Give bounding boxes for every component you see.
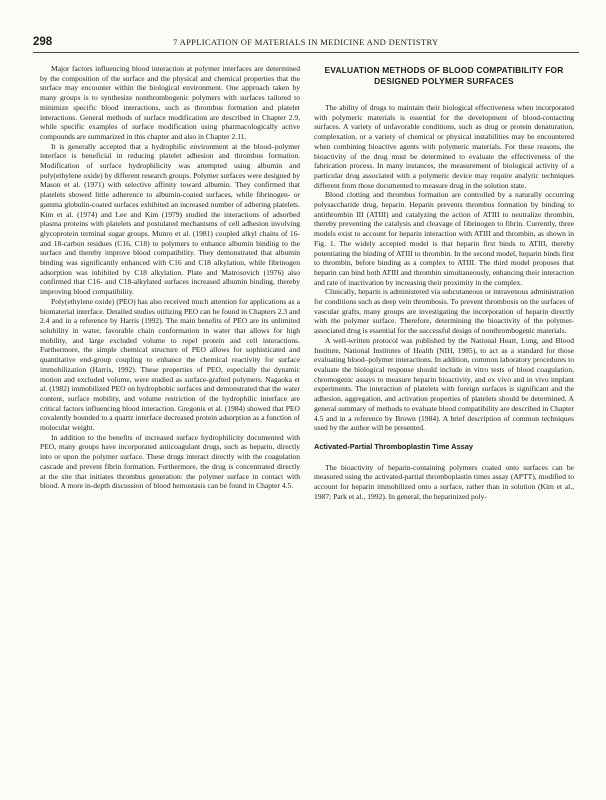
right-column — [314, 64, 574, 501]
body-paragraph: Major factors influencing blood interaction at polymer interfaces are determined by the composition of the surface and the physical and chemical properties that the surface may encounter within the biological environment. One approach taken by many groups is to synthesize nonthrombogenic polymers with surfaces tailored to minimize specific blood interactions, such as thrombus formation and platelet interactions. General methods of surface modification are described in Chapter 2.9, while specific examples of surface modification using pharmacologically active compounds are summarized in this chapter and also in Chapter 2.11. — [40, 64, 300, 141]
body-paragraph: Clinically, heparin is administered via subcutaneous or intravenous administration for conditions such as deep vein thrombosis. To prevent thrombosis on the surfaces of vascular grafts, many groups are investigating the incorporation of heparin directly with the polymer surface. Therefore, determining the bioactivity of the polymer-associated drug is essential for the successful design of nonthrombogenic materials. — [314, 287, 574, 336]
body-paragraph: The bioactivity of heparin-containing polymers coated onto surfaces can be measured using the activated-partial thromboplastin times assay (APTT), modified to account for heparin immobilized onto a surface, rather than in solution (Kim et al., 1987; Park et al., 1992). In general, the heparinized poly- — [314, 462, 574, 501]
page-number: 298 — [33, 36, 53, 48]
body-paragraph: A well-written protocol was published by the National Heart, Lung, and Blood Institute, National Institutes of Health (NIH, 1985), to act as a standard for those evaluating blood–polymer interactions. In addition, common laboratory procedures to evaluate the biological response should include in vitro tests of blood coagulation, chromogenic assays to measure heparin bioactivity, and ex vivo and in vivo implant experiments. The interaction of platelets with foreign surfaces is significant and the adhesion, aggregation, and activation properties of platelets should be determined. A general summary of methods to evaluate blood compatibility are described in Chapter 4.5 and in a reference by Brown (1984). A brief description of common techniques used by the author will be presented. — [314, 335, 574, 433]
body-paragraph: In addition to the benefits of increased surface hydrophilicity documented with PEO, many groups have incorporated anticoagulant drugs, such as heparin, directly into or upon the polymer surface. These drugs interact directly with the coagulation cascade and prevent fibrin formation. Furthermore, the drug is concentrated directly at the site that initiates thrombus generation: the polymer surface in contact with blood. A more in-depth discussion of blood hemostasis can be found in Chapter 4.5. — [40, 432, 300, 491]
running-head: 7 APPLICATION OF MATERIALS IN MEDICINE AND DENTISTRY — [173, 37, 439, 47]
body-paragraph: Blood clotting and thrombus formation are controlled by a naturally occurring polysaccharide drug, heparin. Heparin prevents thrombus formation by binding to antithrombin III (ATIII) and catalyzing the action of ATIII to neutralize thrombin, thereby preventing the catalysis and cleavage of fibrinogen to fibrin. Currently, three models exist to account for heparin interaction with ATIII and thrombin, as shown in Fig. 1. The widely accepted model is that heparin first binds to ATIII, thereby potentiating the binding of ATIII to thrombin. In the second model, heparin binds first to thrombin, before binding as a complex to ATIII. The third model proposes that heparin can bind both ATIII and thrombin simultaneously, enhancing their interaction and rate of inactivation by increasing their proximity in the complex. — [314, 190, 574, 287]
body-paragraph: The ability of drugs to maintain their biological effectiveness when incorporated with polymeric materials is essential for the development of blood-contacting surfaces. A variety of unfavorable conditions, such as drug or protein denaturation, complexation, or a variety of chemical or physical instabilities may be encountered when combining bioactive agents with polymeric materials. For these reasons, the bioactivity of the drug must be determined to evaluate the effectiveness of the fabrication process. In many instances, the measurement of biological activity of a particular drug associated with a polymeric device may require analytic techniques different from those documented to measure drug in the solution state. — [314, 103, 574, 190]
body-paragraph: It is generally accepted that a hydrophilic environment at the blood–polymer interface is beneficial in reducing platelet adhesion and thrombus formation. Modification of surface hydrophilicity was attempted using albumin and poly(ethylene oxide) by different research groups. Polymer surfaces were designed by Mason et al. (1971) with selective affinity toward albumin. They confirmed that platelets showed little adherence to albumin-coated surfaces, while fibrinogen- or gamma globulin-coated surfaces exhibited an increased number of adhering platelets. Kim et al. (1974) and Lee and Kim (1979) studied the interactions of adsorbed plasma proteins with platelets and postulated mechanisms of cell adhesion involving glycoprotein terminal sugar groups. Munro et al. (1981) coupled alkyl chains of 16- and 18-carbon residues (C16, C18) to polymers to enhance albumin binding to the surface and thereby improve blood compatibility. They demonstrated that albumin binding was significantly enhanced with C16 and C18 alkylation, while fibrinogen adsorption was inhibited by C18 alkylation. Plate and Matrosovich (1976) also confirmed that C16- and C18-alkylated surfaces increased albumin binding, thereby improving blood compatibility. — [40, 141, 300, 297]
subsection-title: Activated-Partial Thromboplastin Time Assay — [314, 441, 473, 451]
section-title: EVALUATION METHODS OF BLOOD COMPATIBILITY FOR DESIGNED POLYMER SURFACES — [324, 65, 564, 86]
left-column — [40, 64, 300, 491]
body-paragraph: Poly(ethylene oxide) (PEO) has also received much attention for applications as a biomaterial interface. Detailed studies utilizing PEO can be found in Chapters 2.3 and 2.4 and in a reference by Harris (1992). The main benefits of PEO are its unlimited solubility in water, favorable chain conformation in water that allows for high mobility, and large excluded volume to repel protein and cell interactions. Furthermore, the simple chemical structure of PEO allows for sophisticated and quantitative end-group coupling to enhance the chemical reactivity for surface immobilization (Harris, 1992). These properties of PEO, especially the dynamic motion and excluded volume, were studied as surface-grafted polymers. Nagaoka et al. (1982) immobilized PEO on hydrophobic surfaces and demonstrated that the water content, surface mobility, and volume restriction of the hydrophilic interface are critical factors influencing blood interaction. Gregonis et al. (1984) showed that PEO covalently bounded to a quartz interface decreased protein adsorption as a function of molecular weight. — [40, 296, 300, 433]
page-header — [33, 36, 579, 53]
